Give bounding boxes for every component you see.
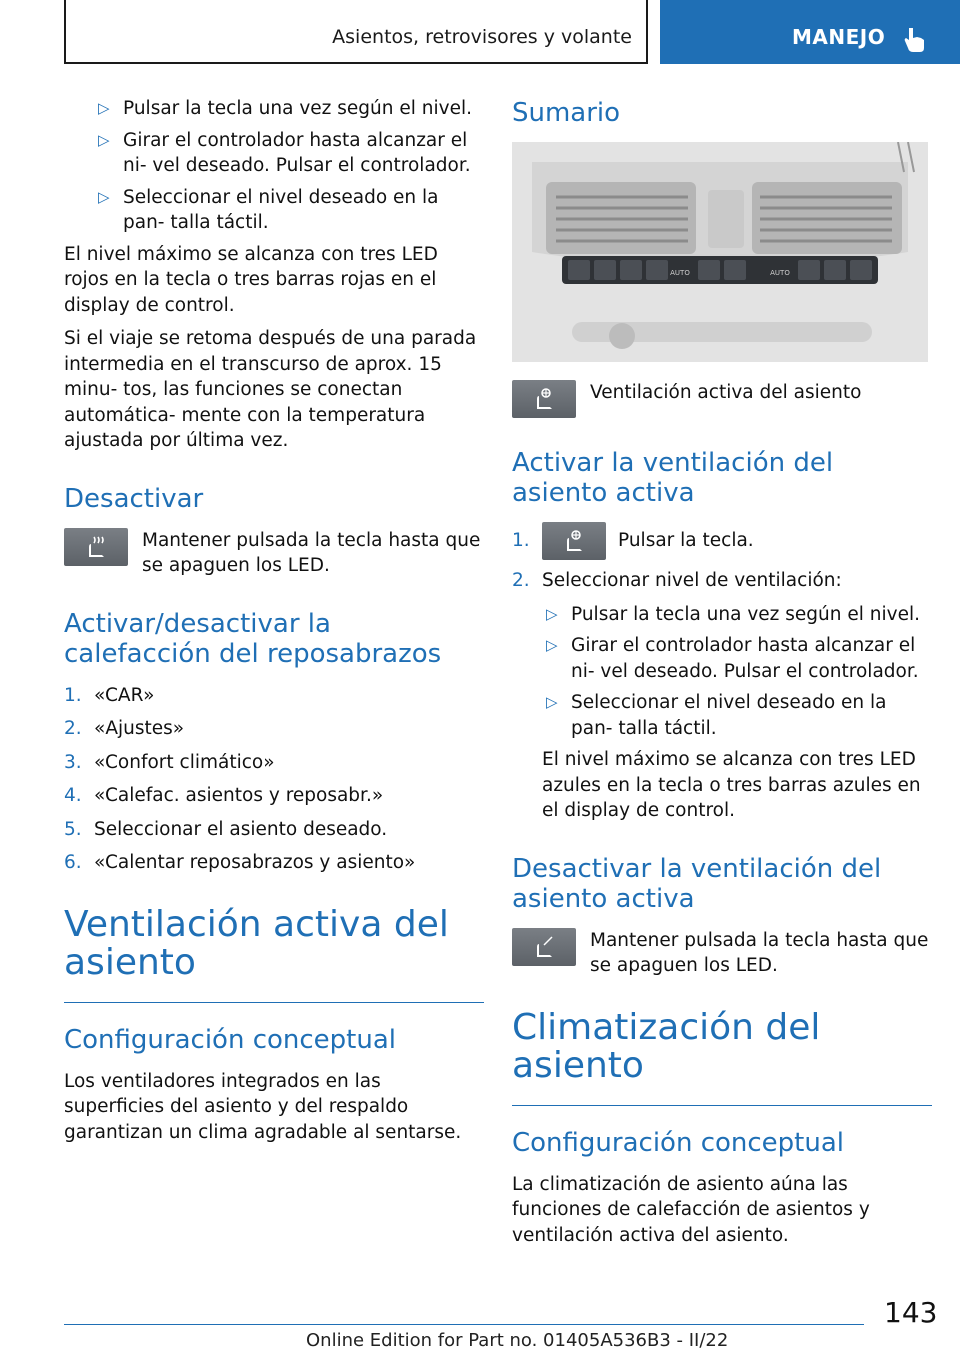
deactivate-text: Mantener pulsada la tecla hasta que se apaguen los LED. xyxy=(142,529,481,576)
armrest-heading: Activar/desactivar la calefacción del reposabrazos xyxy=(64,608,442,669)
triangle-bullet-icon: ▷ xyxy=(546,693,558,711)
list-item: ▷ Seleccionar el nivel deseado en la pan‐ talla táctil. xyxy=(98,186,439,233)
step-item: 4. «Calefac. asientos y reposabr.» xyxy=(64,785,384,806)
auto-label: AUTO xyxy=(770,269,790,277)
steering-hand-icon xyxy=(900,24,930,54)
header-chapter-label: MANEJO xyxy=(792,25,886,49)
deactivate-vent-heading: Desactivar la ventilación del asiento activa xyxy=(512,853,882,914)
header-section-box xyxy=(64,0,648,64)
list-item: ▷ Pulsar la tecla una vez según el nivel. xyxy=(64,96,484,122)
seat-button-icon xyxy=(512,928,576,966)
concept-heading: Configuración conceptual xyxy=(512,1127,844,1158)
page-number: 143 xyxy=(884,1296,938,1329)
vent-caption-text: Ventilación activa del asiento xyxy=(590,382,862,403)
header-chapter-tab xyxy=(660,0,960,64)
deactivate-heading: Desactivar xyxy=(64,483,204,514)
header-section-title: Asientos, retrovisores y volante xyxy=(332,26,632,48)
concept-text: Los ventiladores integrados en las superficies del asiento y del respaldo garantizan un clima agradable al sentarse. xyxy=(64,1070,462,1143)
triangle-bullet-icon: ▷ xyxy=(546,636,558,654)
summary-heading: Sumario xyxy=(512,98,621,128)
list-item: ▷ Seleccionar el nivel deseado en la pan‐ talla táctil. xyxy=(546,692,887,739)
max-level-text: El nivel máximo se alcanza con tres LED rojos en la tecla o tres barras rojas en el display de control. xyxy=(64,243,438,316)
step-item: 2. «Ajustes» xyxy=(64,718,185,739)
step-item: 2. Seleccionar nivel de ventilación: xyxy=(512,570,842,591)
list-item: ▷ Girar el controlador hasta alcanzar el ni‐ vel deseado. Pulsar el controlador. xyxy=(546,635,919,682)
vent-section-heading: Ventilación activa del asiento xyxy=(64,906,484,1003)
activate-vent-heading: Activar la ventilación del asiento activa xyxy=(512,448,834,508)
seat-ventilation-button-icon xyxy=(542,522,606,560)
step-item: 1. Pulsar la tecla. xyxy=(512,522,932,560)
concept-heading: Configuración conceptual xyxy=(64,1024,396,1055)
concept-text: La climatización de asiento aúna las funciones de calefacción de asientos y ventilación activa del asiento. xyxy=(512,1173,870,1246)
seat-heating-button-icon xyxy=(64,528,128,566)
triangle-bullet-icon: ▷ xyxy=(98,187,110,206)
climate-panel-photo xyxy=(512,142,928,362)
left-column xyxy=(64,96,484,1153)
step-item: 5. Seleccionar el asiento deseado. xyxy=(64,818,388,840)
right-column xyxy=(512,96,932,1256)
footer-divider xyxy=(64,1324,864,1325)
triangle-bullet-icon: ▷ xyxy=(98,99,110,117)
triangle-bullet-icon: ▷ xyxy=(546,604,558,623)
deactivate-vent-text: Mantener pulsada la tecla hasta que se apaguen los LED. xyxy=(590,929,929,976)
vent-caption-row xyxy=(512,380,932,418)
footer-edition: Online Edition for Part no. 01405A536B3 - II/22 xyxy=(306,1330,729,1351)
deactivate-row xyxy=(64,528,484,579)
triangle-bullet-icon: ▷ xyxy=(98,130,110,149)
list-item: ▷ Pulsar la tecla una vez según el nivel. xyxy=(512,602,932,628)
max-level-text: El nivel máximo se alcanza con tres LED azules en la tecla o tres barras azules en el display de control. xyxy=(542,749,921,821)
list-item: ▷ Girar el controlador hasta alcanzar el ni‐ vel deseado. Pulsar el controlador. xyxy=(98,129,471,176)
step-item: 1. «CAR» xyxy=(64,684,155,706)
step-item: 3. «Confort climático» xyxy=(64,751,275,773)
climatization-heading: Climatización del asiento xyxy=(512,1009,932,1106)
step-item: 6. «Calentar reposabrazos y asiento» xyxy=(64,852,416,873)
resume-text: Si el viaje se retoma después de una parada intermedia en el transcurso de aprox. 15 minu‐ tos, las funciones se conectan automática‐ mente con la temperatura ajustada por última vez. xyxy=(64,328,477,451)
seat-ventilation-button-icon xyxy=(512,380,576,418)
auto-label: AUTO xyxy=(670,269,690,277)
deactivate-vent-row xyxy=(512,928,932,979)
